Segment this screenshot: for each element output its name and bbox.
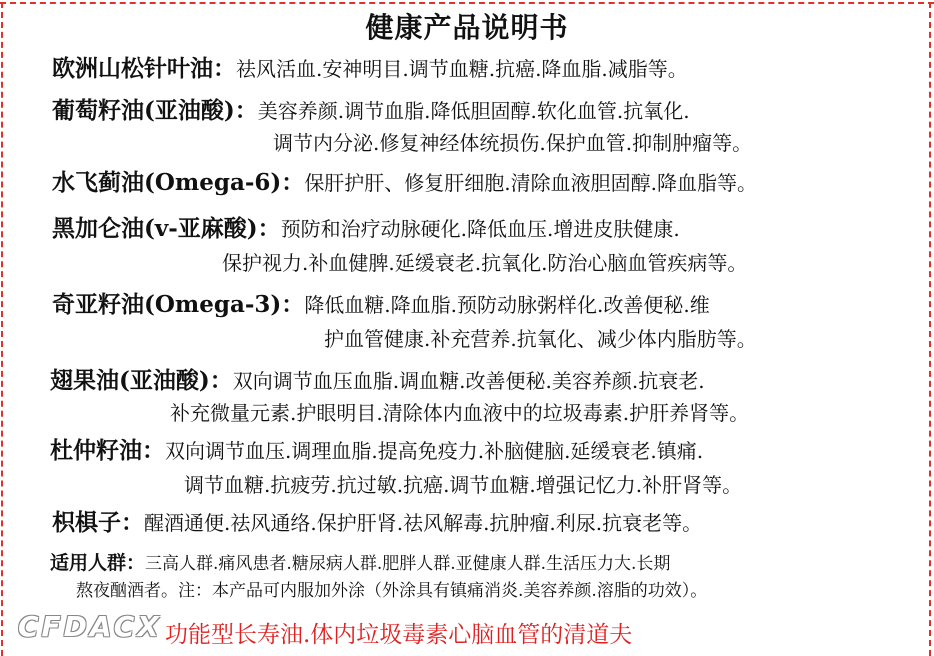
entry-line: 调节血糖.抗疲劳.抗过敏.抗癌.调节血糖.增强记忆力.补肝肾等。	[184, 473, 743, 497]
entry-line: 双向调节血压血脂.调血糖.改善便秘.美容养颜.抗衰老.	[232, 369, 705, 393]
entry-name: 枳椇子：	[52, 509, 144, 536]
watermark-logo: CFDACX	[18, 610, 162, 643]
entry-line: 美容养颜.调节血脂.降低胆固醇.软化血管.抗氧化.	[257, 99, 690, 123]
entry-name: 黑加仑油(v-亚麻酸)：	[52, 215, 281, 242]
entry-name: 欧洲山松针叶油：	[52, 55, 236, 82]
entry-line: 预防和治疗动脉硬化.降低血压.增进皮肤健康.	[280, 217, 680, 241]
entry-line: 祛风活血.安神明目.调节血糖.抗癌.降血脂.减脂等。	[236, 57, 688, 81]
dashed-border-left	[1, 2, 3, 656]
entry-line: 护血管健康.补充营养.抗氧化、减少体内脂肪等。	[324, 327, 757, 351]
entry-name: 奇亚籽油(Omega-3)：	[52, 291, 305, 318]
entry-name: 杜仲籽油：	[50, 437, 165, 464]
entry-name: 翅果油(亚油酸)：	[50, 367, 233, 394]
dashed-border-top	[0, 2, 934, 4]
entry-line: 保护视力.补血健脾.延缓衰老.抗氧化.防治心脑血管疾病等。	[222, 251, 748, 275]
dashed-border-right	[929, 2, 931, 656]
entry-line: 醒酒通便.祛风通络.保护肝肾.祛风解毒.抗肿瘤.利尿.抗衰老等。	[144, 511, 703, 535]
entry-line: 熬夜酗酒者。注：本产品可内服加外涂（外涂具有镇痛消炎.美容养颜.溶脂的功效）。	[76, 581, 708, 601]
slogan: 功能型长寿油.体内垃圾毒素心脑血管的清道夫	[165, 622, 633, 648]
entry-name: 水飞蓟油(Omega-6)：	[52, 169, 305, 196]
entry-name: 适用人群：	[50, 552, 146, 574]
entry-name: 葡萄籽油(亚油酸)：	[52, 97, 258, 124]
entry-line: 调节内分泌.修复神经体统损伤.保护血管.抑制肿瘤等。	[273, 131, 753, 155]
entry-line: 双向调节血压.调理血脂.提高免疫力.补脑健脑.延缓衰老.镇痛.	[165, 439, 704, 463]
entry-line: 保肝护肝、修复肝细胞.清除血液胆固醇.降血脂等。	[304, 171, 758, 195]
page-title: 健康产品说明书	[365, 11, 569, 44]
entry-line: 降低血糖.降血脂.预防动脉粥样化.改善便秘.维	[304, 293, 710, 317]
entry-line: 补充微量元素.护眼明目.清除体内血液中的垃圾毒素.护肝养肾等。	[170, 401, 750, 425]
entry-line: 三高人群.痛风患者.糖尿病人群.肥胖人群.亚健康人群.生活压力大.长期	[145, 554, 671, 574]
